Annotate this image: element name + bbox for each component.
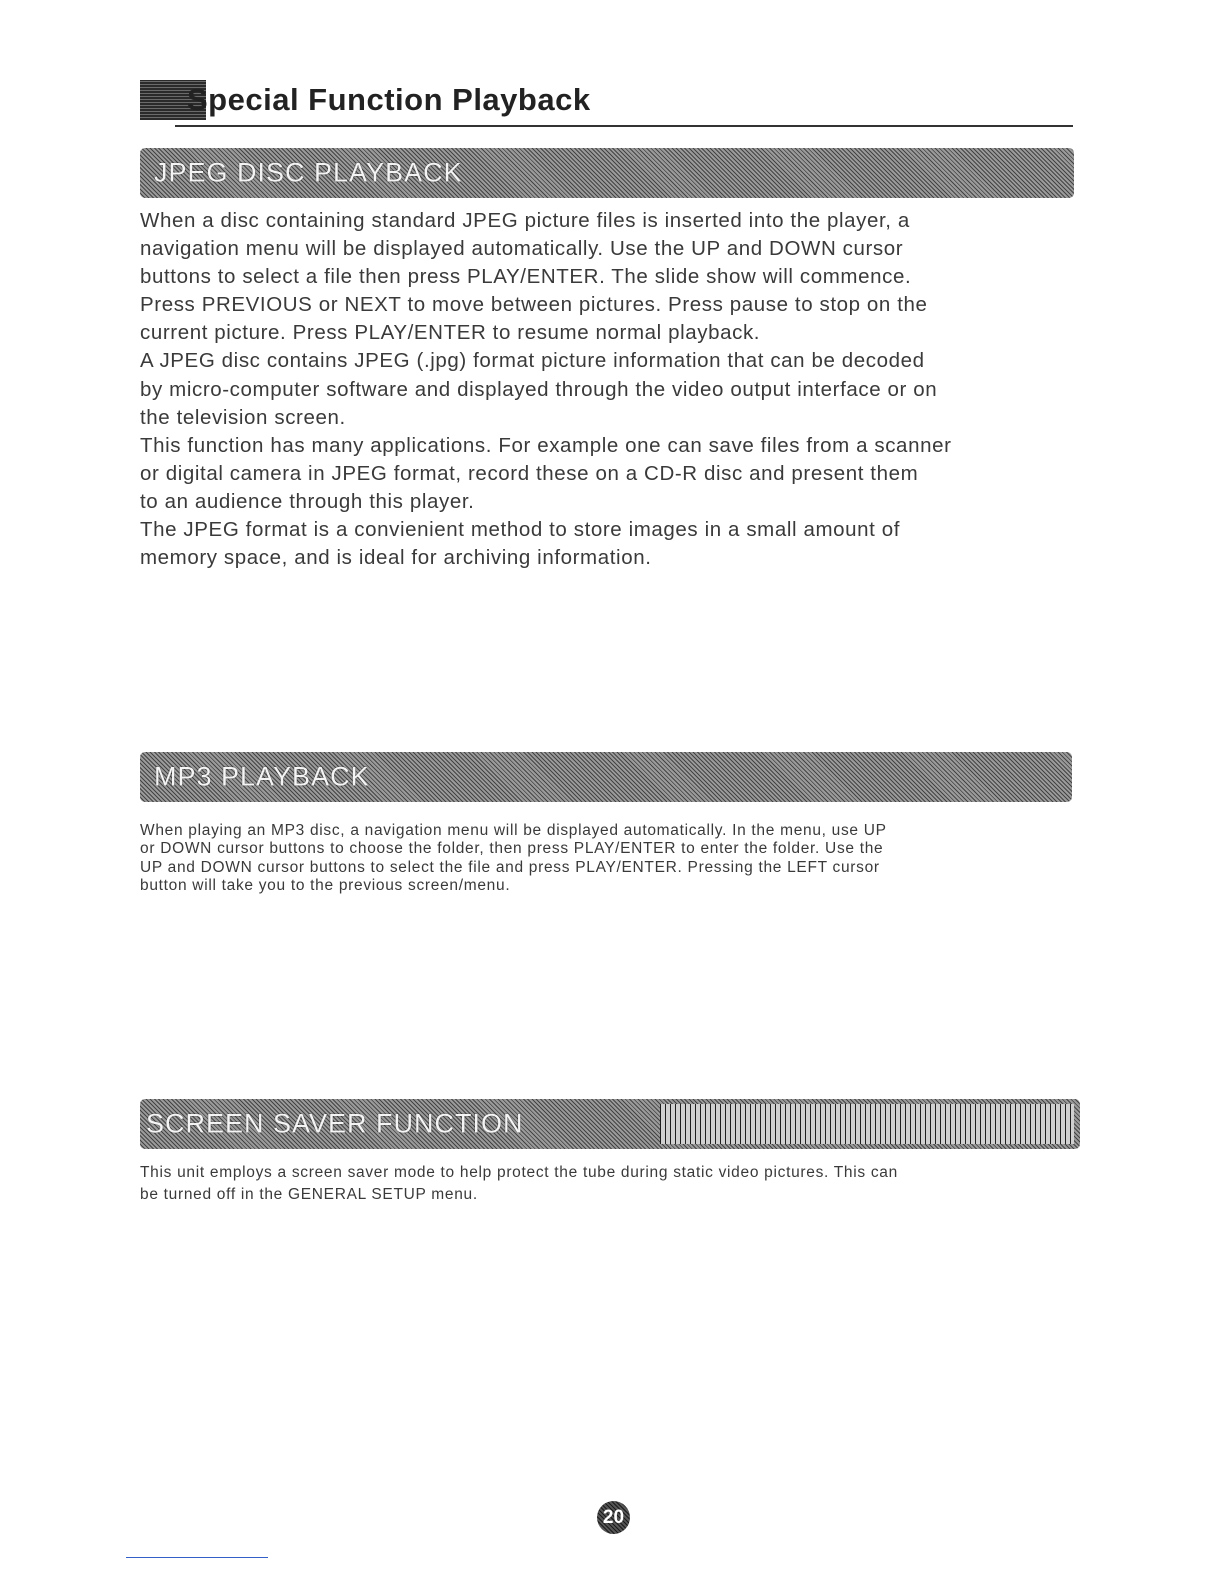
body-line: When playing an MP3 disc, a navigation menu will be displayed automatically. In the menu, use UP [140,822,887,839]
title-underline [175,125,1073,127]
section-heading: MP3 PLAYBACK [154,761,370,792]
section-heading: SCREEN SAVER FUNCTION [146,1108,524,1139]
body-line: memory space, and is ideal for archiving information. [140,546,652,570]
page-title: Special Function Playback [187,82,591,117]
bar-texture [660,1104,1074,1144]
screensaver-body [140,1162,898,1206]
body-line: A JPEG disc contains JPEG (.jpg) format picture information that can be decoded [140,349,925,373]
page-number-badge: 20 [597,1501,630,1534]
body-line: to an audience through this player. [140,489,475,513]
jpeg-body [140,207,952,572]
body-line: or digital camera in JPEG format, record these on a CD-R disc and present them [140,461,919,485]
body-line: current picture. Press PLAY/ENTER to resume normal playback. [140,321,761,345]
mp3-body [140,822,887,895]
body-line: the television screen. [140,405,346,429]
body-line: This unit employs a screen saver mode to help protect the tube during static video pictures. This can [140,1164,898,1181]
body-line: When a disc containing standard JPEG picture files is inserted into the player, a [140,209,910,232]
body-line: UP and DOWN cursor buttons to select the file and press PLAY/ENTER. Pressing the LEFT cursor [140,858,880,876]
section-header-screensaver [140,1099,1080,1149]
section-header-mp3 [140,752,1072,802]
section-heading: JPEG DISC PLAYBACK [154,157,463,188]
body-line: button will take you to the previous screen/menu. [140,876,511,894]
body-line: Press PREVIOUS or NEXT to move between pictures. Press pause to stop on the [140,293,928,317]
footer-line [126,1557,268,1558]
section-header-jpeg [140,148,1074,198]
body-line: by micro-computer software and displayed through the video output interface or on [140,377,938,401]
body-line: or DOWN cursor buttons to choose the folder, then press PLAY/ENTER to enter the folder. Use the [140,840,884,858]
body-line: be turned off in the GENERAL SETUP menu. [140,1186,478,1203]
body-line: navigation menu will be displayed automatically. Use the UP and DOWN cursor [140,237,904,261]
body-line: This function has many applications. For example one can save files from a scanner [140,433,952,457]
body-line: buttons to select a file then press PLAY/ENTER. The slide show will commence. [140,265,912,289]
body-line: The JPEG format is a convienient method to store images in a small amount of [140,518,901,542]
